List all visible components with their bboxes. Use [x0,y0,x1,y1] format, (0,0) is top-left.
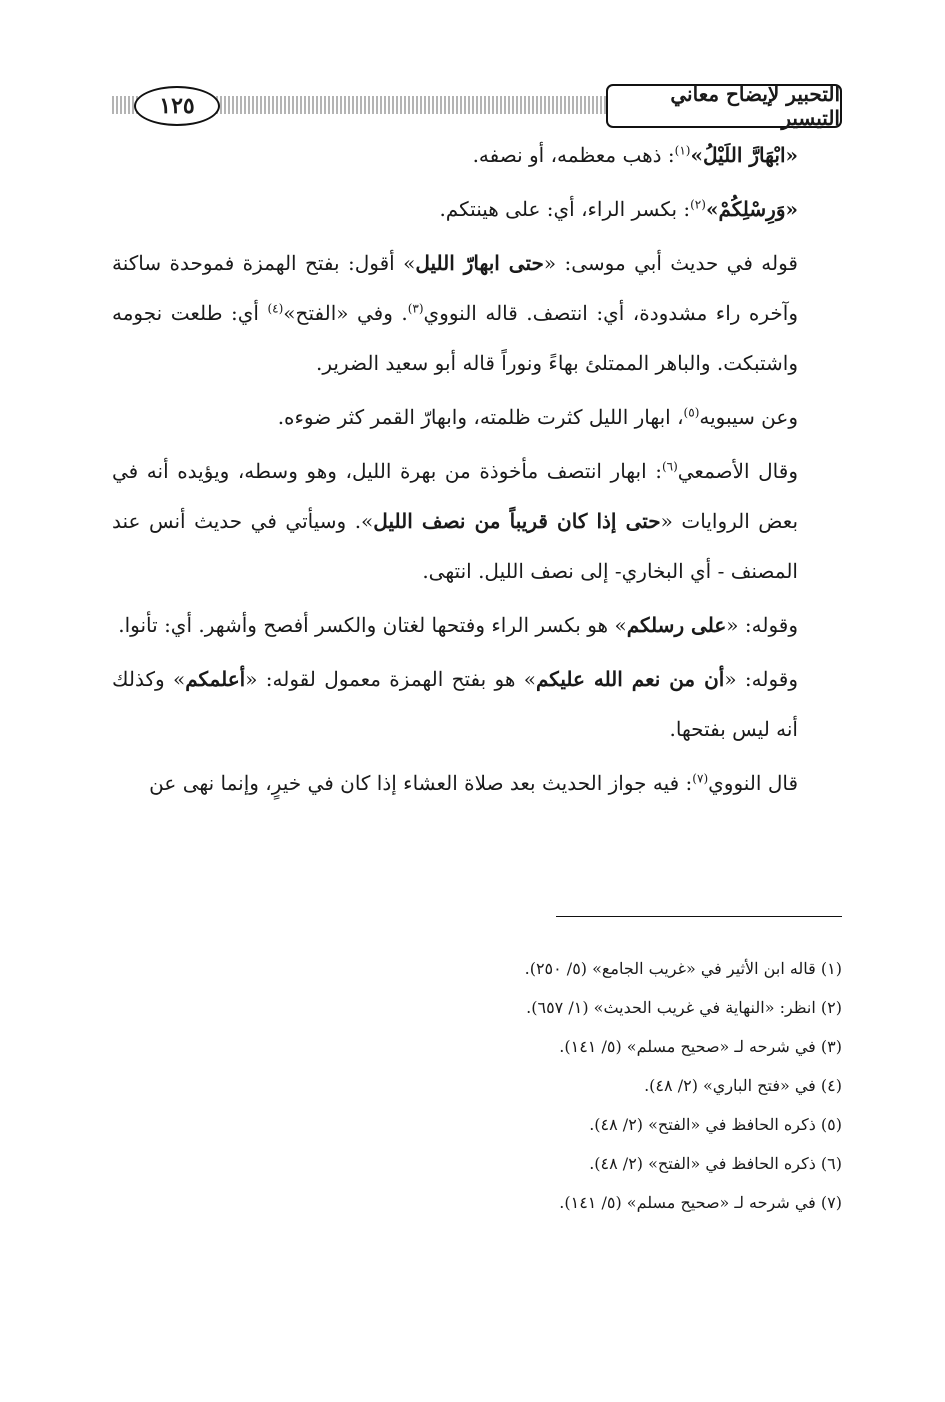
paragraph-text: : بكسر الراء، أي: على هينتكم. [439,197,691,221]
footnote-separator [556,916,842,917]
hadith-quote: حتى ابهارّ الليل [415,251,544,275]
paragraph-text: وقال الأصمعي [677,459,798,483]
main-text [112,130,842,812]
paragraph-text: » هو بكسر الراء وفتحها لغتان والكسر أفصح وأشهر. أي: تأنوا. [118,613,627,637]
footnotes [112,950,842,1223]
paragraph-text: أي: طلعت نجومه واشتبكت. والباهر الممتلئ بهاءً ونوراً قاله أبو سعيد الضرير. [112,301,798,375]
paragraph-3 [112,238,842,388]
paragraph-7 [112,654,842,754]
paragraph-text: » هو بفتح الهمزة معمول لقوله: « [245,667,536,691]
paragraph-8 [112,758,842,808]
hadith-quote: على رسلكم [626,613,727,637]
page-number: ١٢٥ [134,86,220,126]
paragraph-2 [112,184,842,234]
footnote-6: (٦) ذكره الحافظ في «الفتح» (٢/ ٤٨). [589,1154,842,1173]
paragraph-text: وقوله: « [726,613,798,637]
paragraph-text: . وفي «الفتح» [283,301,408,325]
paragraph-6 [112,600,842,650]
paragraph-1 [112,130,842,180]
footnote-ref: (٦) [661,459,678,474]
term: «ابْهَارَّ اللَيْلُ» [690,143,798,167]
paragraph-text: ». وسيأتي في حديث أنس عند المصنف - أي البخاري- إلى نصف الليل. انتهى. [112,509,798,583]
hadith-quote: حتى إذا كان قريباً من نصف الليل [373,509,661,533]
footnote-3: (٣) في شرحه لـ «صحيح مسلم» (٥/ ١٤١). [559,1037,842,1056]
paragraph-text: وقوله: « [724,667,798,691]
term: «وَرِسْلِكُمْ» [705,197,798,221]
paragraph-text: : ابهار انتصف مأخوذة من بهرة الليل، وهو وسطه، ويؤيده أنه في بعض الروايات « [112,459,799,533]
footnote-ref: (٥) [683,405,700,420]
footnote-ref: (١) [674,143,691,158]
hadith-quote: أن من نعم الله عليكم [535,667,725,691]
footnote-7: (٧) في شرحه لـ «صحيح مسلم» (٥/ ١٤١). [559,1193,842,1212]
paragraph-text: : ذهب معظمه، أو نصفه. [472,143,675,167]
paragraph-4 [112,392,842,442]
footnote-ref: (٤) [267,301,284,316]
paragraph-text: » أقول: بفتح الهمزة فموحدة ساكنة وآخره راء مشدودة، أي: انتصف. قاله النووي [112,251,798,325]
paragraph-text: قال النووي [708,771,798,795]
footnote-5: (٥) ذكره الحافظ في «الفتح» (٢/ ٤٨). [589,1115,842,1134]
paragraph-text: قوله في حديث أبي موسى: « [543,251,798,275]
book-title: التحبير لإيضاح معاني التيسير [606,84,842,128]
hadith-quote: أعلمكم [185,667,246,691]
footnote-2: (٢) انظر: «النهاية في غريب الحديث» (١/ ٦٥٧). [526,998,842,1017]
footnote-4: (٤) في «فتح الباري» (٢/ ٤٨). [644,1076,842,1095]
paragraph-text: وعن سيبويه [699,405,798,429]
paragraph-text: ، ابهار الليل كثرت ظلمته، وابهارّ القمر كثر ضوءه. [277,405,684,429]
footnote-ref: (٣) [407,301,424,316]
footnote-ref: (٢) [690,197,706,212]
paragraph-5 [112,446,842,596]
paragraph-text: : فيه جواز الحديث بعد صلاة العشاء إذا كان في خيرٍ، وإنما نهى عن [149,771,693,795]
footnote-ref: (٧) [692,771,709,786]
footnote-1: (١) قاله ابن الأثير في «غريب الجامع» (٥/ ٢٥٠). [524,959,842,978]
page-header [112,84,842,130]
paragraph-text: » وكذلك أنه ليس بفتحها. [112,667,798,741]
